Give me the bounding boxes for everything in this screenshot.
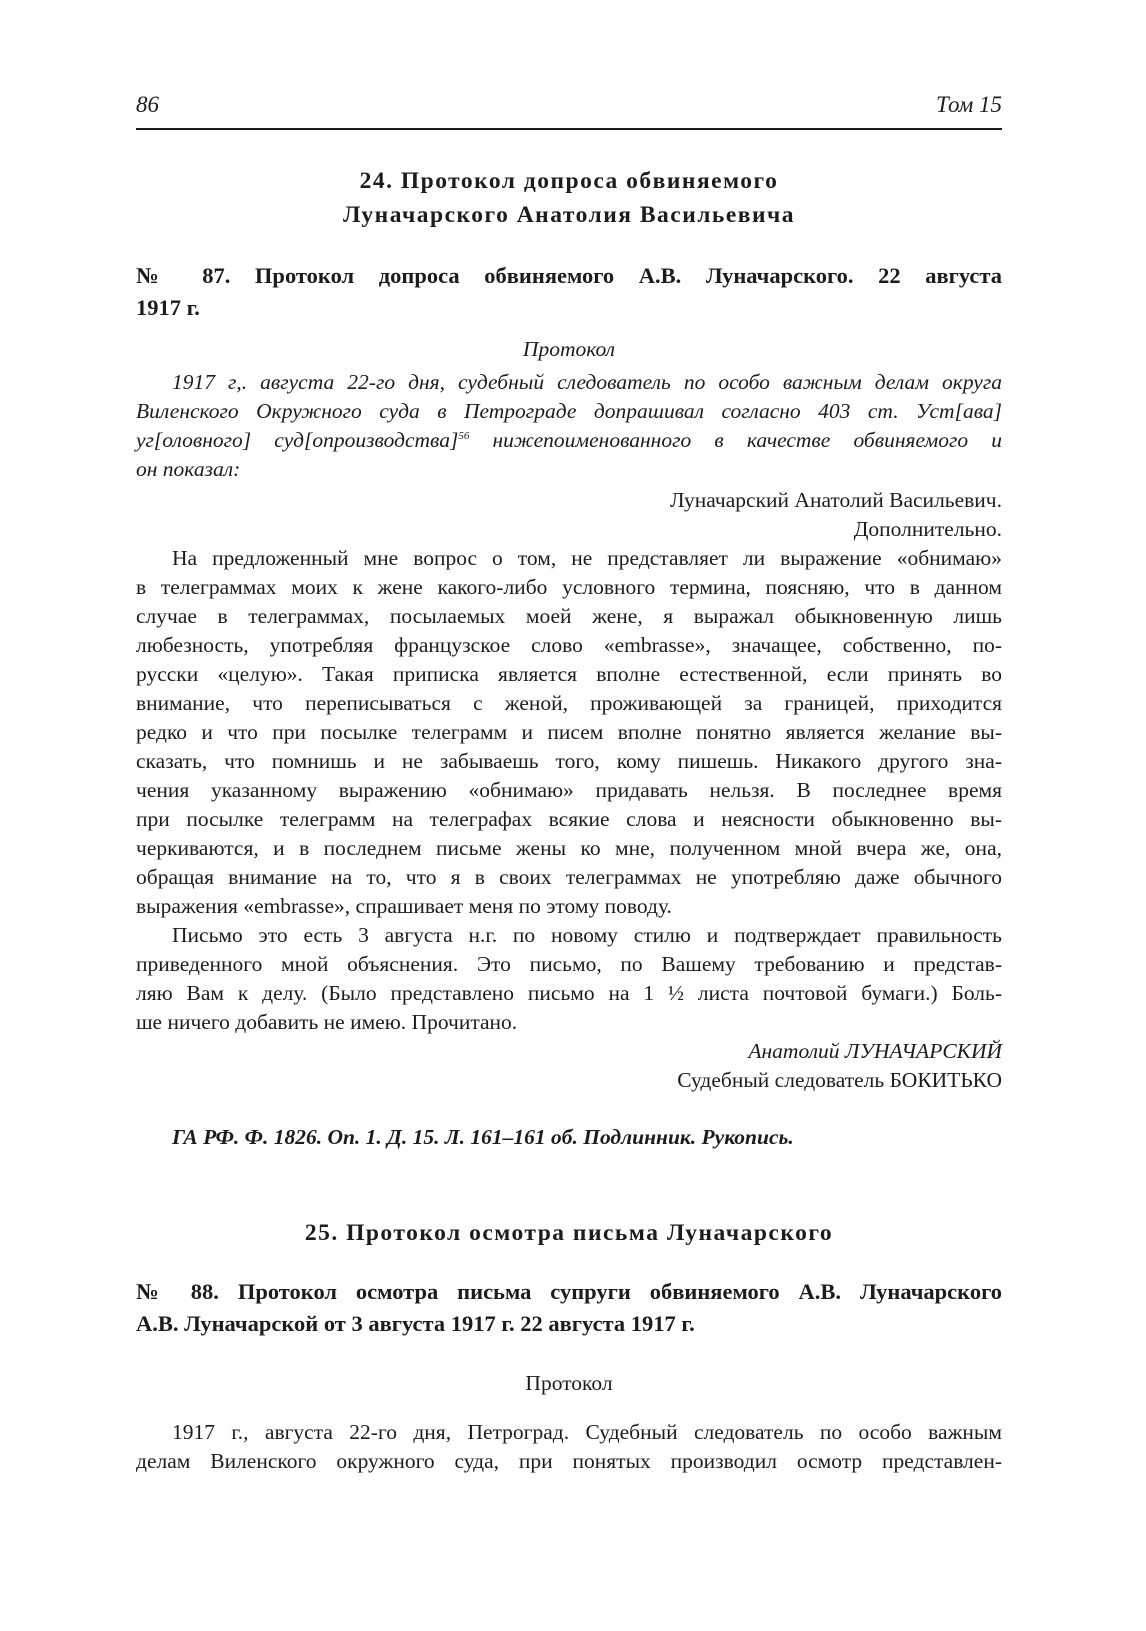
witness-name: Луначарский Анатолий Васильевич.	[669, 488, 1002, 512]
p1-line9: чения указанному выражению «обнимаю» придавать нельзя. В последнее время	[136, 778, 1002, 802]
intro-line3a: уг[оловного] суд[опроизводства]	[136, 428, 459, 452]
p1-line4: любезность, употребляя французское слово «embrasse», значащее, собственно, по-	[136, 633, 1002, 657]
p1-line12: обращая внимание на то, что я в своих телеграммах не употребляю даже обычного	[136, 865, 1002, 889]
p1-line11: черкиваются, и в последнем письме жены ко мне, полученном мной вчера же, она,	[136, 836, 1002, 860]
s25-line2: делам Виленского окружного суда, при понятых производил осмотр представлен-	[136, 1449, 1002, 1473]
protocol-label-87: Протокол	[522, 337, 616, 361]
intro-line4: он показал:	[136, 457, 241, 481]
document-87-heading	[136, 260, 1002, 324]
p1-line5: русски «целую». Такая приписка является вполне естественной, если принять во	[136, 662, 1002, 686]
footnote-56: 56	[458, 429, 470, 442]
section-25-title: 25. Протокол осмотра письма Луначарского	[304, 1220, 834, 1246]
intro-line3b: нижепоименованного в качестве обвиняемого и	[469, 428, 1002, 452]
section-24-title-line2: Луначарского Анатолия Васильевича	[342, 202, 796, 228]
p1-line2: в телеграммах моих к жене какого-либо условного термина, поясняю, что в данном	[136, 575, 1002, 599]
section-24-title-line1: 24. Протокол допроса обвиняемого	[359, 168, 779, 194]
doc-87-heading-line1: № 87. Протокол допроса обвиняемого А.В. Луначарского. 22 августа	[136, 263, 1002, 288]
additional-label: Дополнительно.	[853, 517, 1002, 541]
intro-paragraph	[136, 368, 1002, 484]
document-88-heading	[136, 1276, 1002, 1340]
testimony-paragraph-2	[136, 921, 1002, 1037]
section-24-title	[136, 164, 1002, 232]
doc-87-heading-line2: 1917 г.	[136, 295, 200, 320]
p1-line8: сказать, что помнишь и не забываешь того, кому пишешь. Никакого другого зна-	[136, 749, 1002, 773]
intro-line2: Виленского Окружного суда в Петрограде допрашивал согласно 403 ст. Уст[ава]	[136, 399, 1002, 423]
p1-line6: внимание, что переписываться с женой, проживающей за границей, приходится	[136, 691, 1002, 715]
doc-88-heading-line2: А.В. Луначарской от 3 августа 1917 г. 22 августа 1917 г.	[136, 1311, 695, 1336]
protocol-label-88: Протокол	[525, 1371, 613, 1395]
p2-line4: ше ничего добавить не имею. Прочитано.	[136, 1010, 518, 1034]
p1-line7: редко и что при посылке телеграмм и писем вполне понятно является желание вы-	[136, 720, 1002, 744]
p1-line3: случае в телеграммах, посылаемых моей жене, я выражал обыкновенную лишь	[136, 604, 1002, 628]
p1-line10: при посылке телеграмм на телеграфах всякие слова и неясности обыкновенно вы-	[136, 807, 1002, 831]
signature-investigator: Судебный следователь БОКИТЬКО	[677, 1068, 1002, 1092]
volume-label: Том 15	[935, 92, 1002, 117]
page-number: 86	[136, 92, 159, 117]
intro-line3	[136, 426, 1002, 455]
p2-line1: Письмо это есть 3 августа н.г. по новому стилю и подтверждает правильность	[172, 923, 1002, 947]
inspection-paragraph	[136, 1418, 1002, 1476]
p2-line2: приведенного мной объяснения. Это письмо, по Вашему требованию и представ-	[136, 952, 1002, 976]
archive-reference: ГА РФ. Ф. 1826. Оп. 1. Д. 15. Л. 161–161 об. Подлинник. Рукопись.	[172, 1125, 794, 1149]
testimony-paragraph-1	[136, 544, 1002, 921]
signature-lunacharsky: Анатолий ЛУНАЧАРСКИЙ	[748, 1039, 1002, 1063]
intro-line1: 1917 г,. августа 22-го дня, судебный следователь по особо важным делам округа	[172, 370, 1002, 394]
p1-line1: На предложенный мне вопрос о том, не представляет ли выражение «обнимаю»	[172, 546, 1002, 570]
running-head	[136, 92, 1002, 130]
s25-line1: 1917 г., августа 22-го дня, Петроград. Судебный следователь по особо важным	[172, 1420, 1002, 1444]
doc-88-heading-line1: № 88. Протокол осмотра письма супруги обвиняемого А.В. Луначарского	[136, 1279, 1002, 1304]
p1-line13: выражения «embrasse», спрашивает меня по этому поводу.	[136, 894, 672, 918]
p2-line3: ляю Вам к делу. (Было представлено письмо на 1 ½ листа почтовой бумаги.) Боль-	[136, 981, 1002, 1005]
